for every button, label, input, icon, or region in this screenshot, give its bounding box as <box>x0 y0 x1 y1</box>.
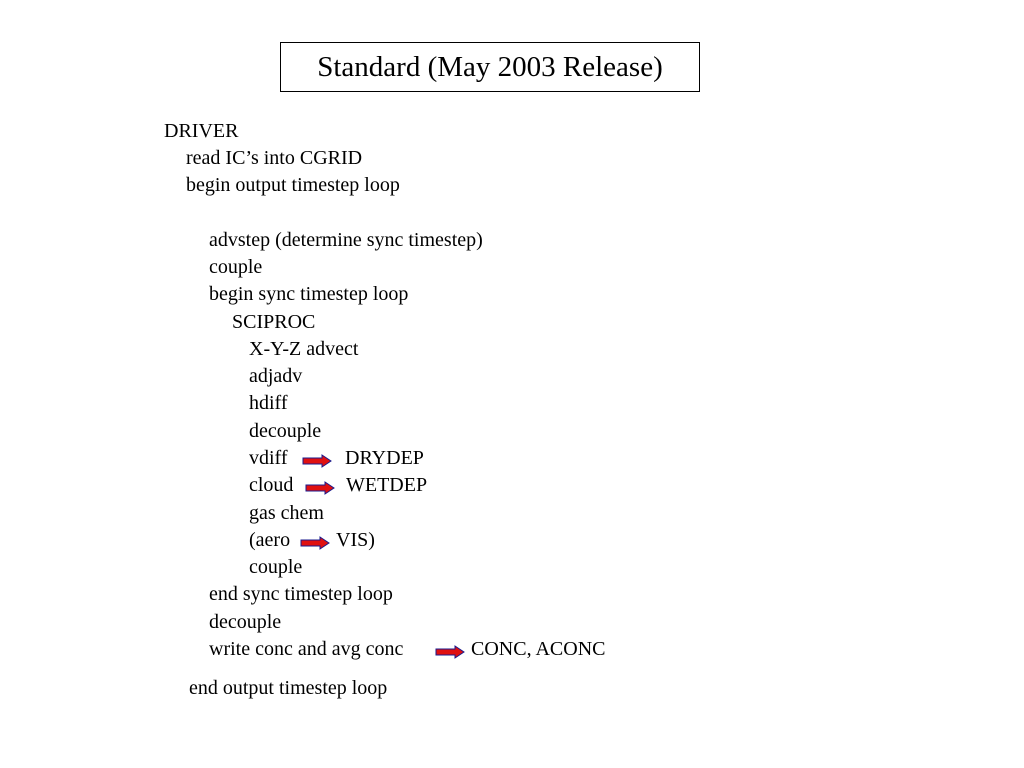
right-arrow-icon <box>435 645 465 659</box>
sciproc-line: SCIPROC <box>232 311 316 333</box>
advstep-line: advstep (determine sync timestep) <box>209 229 483 251</box>
vdiff-line: vdiff <box>249 447 288 469</box>
slide-title: Standard (May 2003 Release) <box>317 50 663 83</box>
adjadv-line: adjadv <box>249 365 303 387</box>
couple-line: couple <box>249 556 303 578</box>
couple-line: couple <box>209 256 263 278</box>
drydep-label: DRYDEP <box>345 447 424 469</box>
read-ic-line: read IC’s into CGRID <box>186 147 363 169</box>
cloud-line: cloud <box>249 474 294 496</box>
aero-line: (aero <box>249 529 291 551</box>
decouple-line: decouple <box>209 611 282 633</box>
right-arrow-icon <box>300 536 330 550</box>
vis-label: VIS) <box>336 529 375 551</box>
decouple-line: decouple <box>249 420 322 442</box>
begin-output-loop-line: begin output timestep loop <box>186 174 400 196</box>
right-arrow-icon <box>302 454 332 468</box>
write-conc-line: write conc and avg conc <box>209 638 404 660</box>
end-output-loop-line: end output timestep loop <box>189 677 388 699</box>
gas-chem-line: gas chem <box>249 502 324 524</box>
wetdep-label: WETDEP <box>346 474 428 496</box>
end-sync-loop-line: end sync timestep loop <box>209 583 393 605</box>
begin-sync-loop-line: begin sync timestep loop <box>209 283 409 305</box>
conc-aconc-label: CONC, ACONC <box>471 638 606 660</box>
xyz-advect-line: X-Y-Z advect <box>249 338 359 360</box>
hdiff-line: hdiff <box>249 392 288 414</box>
driver-label: DRIVER <box>164 120 239 142</box>
right-arrow-icon <box>305 481 335 495</box>
slide-title-box <box>280 42 700 92</box>
